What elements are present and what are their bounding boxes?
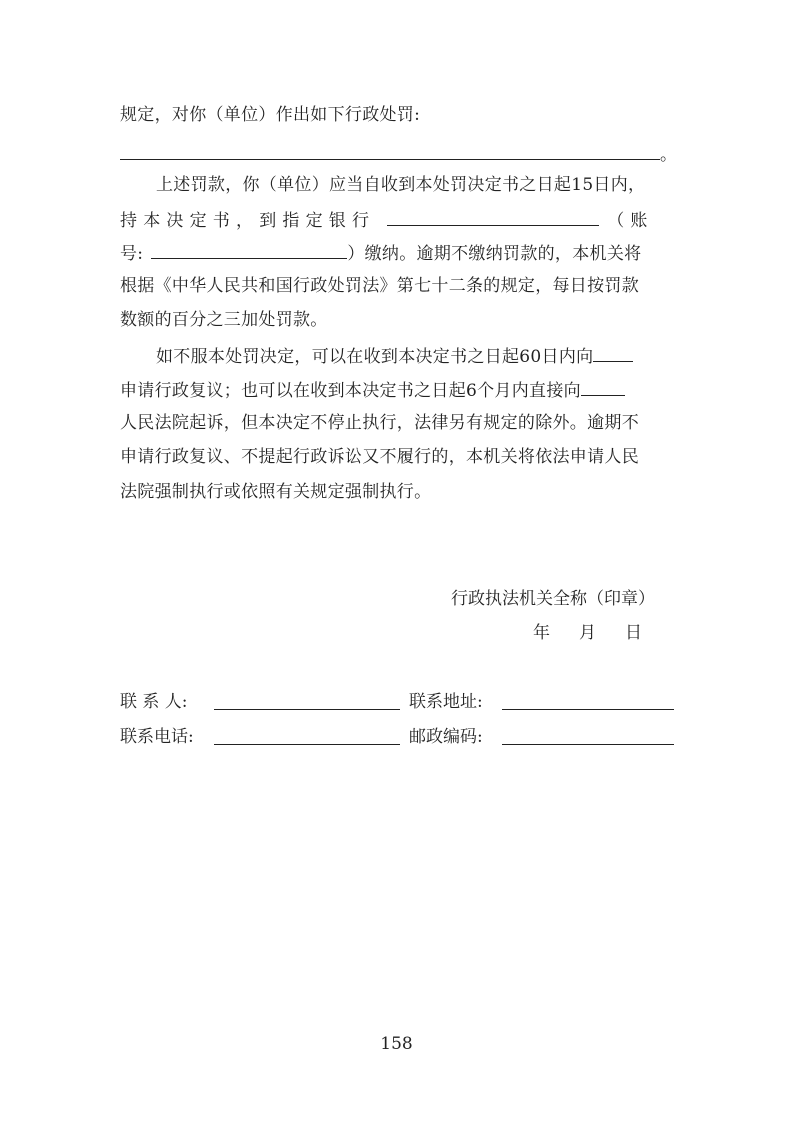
account-number-blank[interactable] (151, 240, 347, 259)
fine-text-5: 数额的百分之三加处罚款。 (120, 310, 328, 330)
appeal-paragraph-line-3 (120, 411, 639, 435)
contact-phone-field[interactable] (214, 743, 400, 745)
fine-text-2b: （账 (607, 211, 654, 231)
fine-text-1: 上述罚款，你（单位）应当自收到本处罚决定书之日起15日内， (156, 175, 646, 195)
penalty-blank[interactable] (120, 141, 660, 160)
contact-address-field[interactable] (502, 708, 674, 710)
issuing-agency-seal: 行政执法机关全称（印章） (451, 589, 655, 609)
penalty-blank-line (120, 141, 677, 167)
fine-paragraph-line-5 (120, 308, 328, 332)
fine-paragraph-line-4 (120, 274, 639, 298)
review-agency-blank[interactable] (593, 343, 633, 362)
fine-text-2a: 持本决定书，到指定银行 (120, 211, 376, 231)
fine-paragraph-line-1 (156, 173, 645, 197)
fine-paragraph-line-2 (120, 207, 654, 233)
appeal-paragraph-line-2 (120, 377, 625, 403)
contact-phone-label: 联系电话: (120, 727, 194, 747)
appeal-text-5: 法院强制执行或依照有关规定强制执行。 (120, 482, 432, 502)
appeal-paragraph-line-4 (120, 445, 639, 469)
fine-text-4: 根据《中华人民共和国行政处罚法》第七十二条的规定，每日按罚款 (120, 276, 639, 296)
appeal-text-4: 申请行政复议、不提起行政诉讼又不履行的，本机关将依法申请人民 (120, 447, 639, 467)
postal-code-label: 邮政编码: (409, 727, 483, 747)
contact-person-field[interactable] (214, 708, 400, 710)
fine-paragraph-line-3 (120, 240, 641, 266)
appeal-paragraph-line-1 (156, 343, 633, 369)
appeal-text-1: 如不服本处罚决定，可以在收到本决定书之日起60日内向 (156, 347, 594, 367)
intro-text: 规定，对你（单位）作出如下行政处罚: (120, 105, 421, 125)
issue-date: 年 月 日 (533, 623, 648, 643)
postal-code-field[interactable] (502, 743, 674, 745)
contact-person-label: 联 系 人: (120, 692, 188, 712)
period-mark: 。 (660, 145, 678, 165)
bank-name-blank[interactable] (387, 207, 599, 226)
fine-text-3b: ）缴纳。逾期不缴纳罚款的，本机关将 (347, 244, 642, 264)
court-name-blank[interactable] (581, 377, 625, 396)
appeal-paragraph-line-5 (120, 480, 431, 504)
page-number: 158 (380, 1034, 413, 1054)
fine-text-3a: 号: (120, 244, 144, 264)
appeal-text-2: 申请行政复议；也可以在收到本决定书之日起6个月内直接向 (120, 381, 581, 401)
paragraph-intro-line (120, 103, 420, 127)
contact-address-label: 联系地址: (409, 692, 483, 712)
appeal-text-3: 人民法院起诉，但本决定不停止执行，法律另有规定的除外。逾期不 (120, 413, 639, 433)
